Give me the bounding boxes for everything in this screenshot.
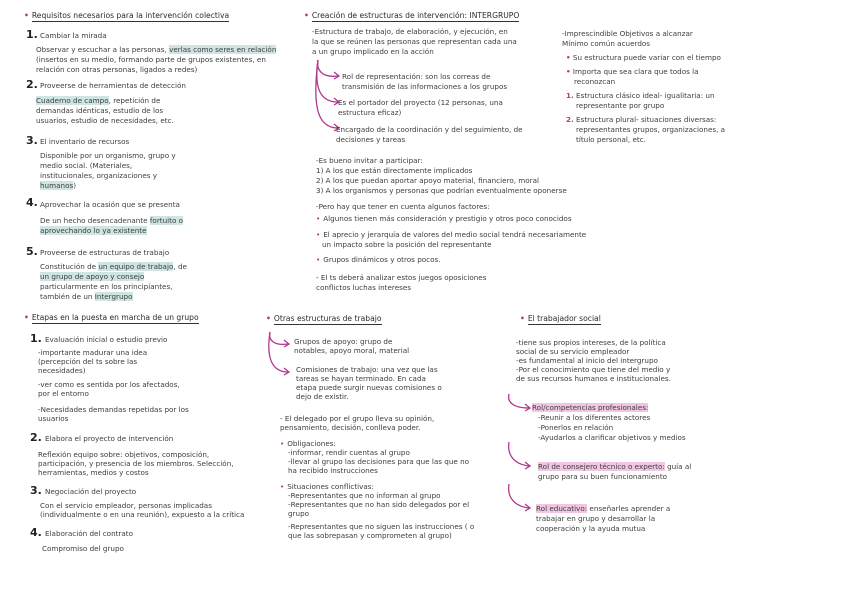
item-body: Con el servicio empleador, personas implicadas: [40, 501, 212, 510]
role-line: -Ponerlos en relación: [538, 423, 614, 432]
item-number: 4.: [30, 526, 42, 539]
item-body: humanos): [40, 181, 77, 190]
item-body: (percepción del ts sobre las: [38, 357, 138, 366]
obj-item: • Su estructura puede variar con el tiempo: [566, 53, 721, 62]
invite-line: -Es bueno invitar a participar:: [316, 156, 423, 165]
conflictivas-line: • Situaciones conflictivas:: [280, 482, 374, 491]
item-body: aprovechando lo ya existente: [40, 226, 147, 235]
item-body: un grupo de apoyo y consejo: [40, 272, 145, 281]
item-body: Compromiso del grupo: [42, 544, 124, 553]
role-line: grupo para su buen funcionamiento: [538, 472, 668, 481]
etapas-title: • Etapas en la puesta en marcha de un grupo: [24, 313, 199, 322]
item-body: usuarios, estudio de necesidades, etc.: [36, 116, 174, 125]
item-body: Cuaderno de campo, repetición de: [36, 96, 161, 105]
conflictivas-line: -Representantes que no siguen las instrucciones ( o: [288, 522, 475, 531]
ts-intro: -es fundamental al inicio del intergrupo: [516, 356, 658, 365]
item-body: -ver como es sentida por los afectados,: [38, 380, 180, 389]
factor-item: • Grupos dinámicos y otros pocos.: [316, 255, 441, 264]
delegado-line: pensamiento, decisión, conlleva poder.: [280, 423, 421, 432]
item-body: (individualmente o en una reunión), expuesto a la crítica: [40, 510, 245, 519]
closing-line: - El ts deberá analizar estos juegos oposiciones: [316, 273, 487, 282]
item-body: también de un Intergrupo: [40, 292, 133, 301]
factor-item: un impacto sobre la posición del representante: [322, 240, 492, 249]
item-body: demandas idénticas, estudio de los: [36, 106, 164, 115]
item-body: por el entorno: [38, 389, 89, 398]
branch-arrows: [266, 330, 296, 380]
trabajador-title: • El trabajador social: [520, 314, 601, 323]
item-number: 3.: [30, 484, 42, 497]
invite-line: 3) A los organismos y personas que podrían eventualmente oponerse: [316, 186, 567, 195]
role-name: Rol/competencias profesionales:: [532, 403, 649, 412]
item-body: Reflexión equipo sobre: objetivos, composición,: [38, 450, 210, 459]
closing-line: conflictos luchas intereses: [316, 283, 412, 292]
role-line: trabajar en grupo y desarrollar la: [536, 514, 656, 523]
item-body: relación con otras personas, ligados a redes): [36, 65, 198, 74]
branch-line: tareas se hayan terminado. En cada: [296, 374, 426, 383]
item-heading: Proveerse de herramientas de detección: [40, 81, 186, 90]
obligaciones-line: -informar, rendir cuentas al grupo: [288, 448, 410, 457]
item-body: -Necesidades demandas repetidas por los: [38, 405, 189, 414]
role-line: -Ayudarlos a clarificar objetivos y medios: [538, 433, 686, 442]
obj-item: • Importa que sea clara que todos la: [566, 67, 699, 76]
role-name: Rol de consejero técnico o experto: guía al: [538, 462, 692, 471]
item-heading: Evaluación inicial o estudio previo: [45, 335, 168, 344]
otras-title: • Otras estructuras de trabajo: [266, 314, 382, 323]
ts-intro: -tiene sus propios intereses, de la política: [516, 338, 666, 347]
obj-item: representante por grupo: [576, 101, 665, 110]
branch-line: etapa puede surgir nuevas comisiones o: [296, 383, 442, 392]
item-body: necesidades): [38, 366, 86, 375]
branch-line: estructura eficaz): [338, 108, 402, 117]
item-number: 1.: [26, 28, 38, 41]
invite-line: 2) A los que puedan aportar apoyo material, financiero, moral: [316, 176, 540, 185]
item-body: De un hecho desencadenante fortuito o: [40, 216, 184, 225]
objetivos-line: -Imprescindible Objetivos a alcanzar: [562, 29, 693, 38]
factor-item: • El aprecio y jerarquía de valores del medio social tendrá necesariamente: [316, 230, 587, 239]
branch-line: dejo de existir.: [296, 392, 349, 401]
objetivos-line: Mínimo común acuerdos: [562, 39, 651, 48]
intergrupo-title: • Creación de estructuras de intervención: INTERGRUPO: [304, 11, 520, 20]
conflictivas-line: grupo: [288, 509, 310, 518]
role-name: Rol educativo: enseñarles aprender a: [536, 504, 671, 513]
conflictivas-line: que las sobrepasan y comprometen al grupo): [288, 531, 452, 540]
obligaciones-line: ha recibido instrucciones: [288, 466, 378, 475]
branch-line: Rol de representación: son los correas de: [342, 72, 491, 81]
item-number: 2.: [30, 431, 42, 444]
item-number: 2.: [26, 78, 38, 91]
role-line: -Reunir a los diferentes actores: [538, 413, 651, 422]
requisitos-title: • Requisitos necesarios para la intervención colectiva: [24, 11, 230, 20]
branch-line: Encargado de la coordinación y del seguimiento, de: [336, 125, 523, 134]
branch-line: notables, apoyo moral, material: [294, 346, 410, 355]
item-heading: Elaboración del contrato: [45, 529, 134, 538]
item-body: usuarios: [38, 414, 69, 423]
item-number: 5.: [26, 245, 38, 258]
item-heading: Aprovechar la ocasión que se presenta: [40, 200, 180, 209]
branch-line: Es el portador del proyecto (12 personas, una: [338, 98, 503, 107]
obj-item: reconozcan: [574, 77, 616, 86]
intro-line: -Estructura de trabajo, de elaboración, y ejecución, en: [312, 27, 508, 36]
item-body: Constitución de un equipo de trabajo, de: [40, 262, 187, 271]
item-heading: El inventario de recursos: [40, 137, 130, 146]
obligaciones-line: -llevar al grupo las decisiones para que las que no: [288, 457, 470, 466]
item-heading: Proveerse de estructuras de trabajo: [40, 248, 170, 257]
item-number: 3.: [26, 134, 38, 147]
item-body: -importante madurar una idea: [38, 348, 148, 357]
item-body: herramientas, medios y costos: [38, 468, 149, 477]
item-body: Observar y escuchar a las personas, verlas como seres en relación: [36, 45, 277, 54]
role-line: cooperación y la ayuda mutua: [536, 524, 646, 533]
item-number: 1.: [30, 332, 42, 345]
ts-intro: social de su servicio empleador: [516, 347, 630, 356]
invite-line: 1) A los que están directamente implicados: [316, 166, 473, 175]
obj-item: 1. Estructura clásico ideal- igualitaria: un: [566, 91, 715, 100]
item-body: Disponible por un organismo, grupo y: [40, 151, 176, 160]
intro-line: a un grupo implicado en la acción: [312, 47, 434, 56]
item-heading: Negociación del proyecto: [45, 487, 137, 496]
conflictivas-line: -Representantes que no informan al grupo: [288, 491, 441, 500]
obj-item: representantes grupos, organizaciones, a: [576, 125, 726, 134]
branch-line: decisiones y tareas: [336, 135, 406, 144]
item-body: medio social. (Materiales,: [40, 161, 133, 170]
branch-line: Grupos de apoyo: grupo de: [294, 337, 393, 346]
item-body: (insertos en su medio, formando parte de grupos existentes, en: [36, 55, 266, 64]
item-heading: Cambiar la mirada: [40, 31, 107, 40]
item-heading: Elabora el proyecto de intervención: [45, 434, 174, 443]
obj-item: 2. Estructura plural- situaciones diversas:: [566, 115, 717, 124]
item-body: institucionales, organizaciones y: [40, 171, 158, 180]
factors-head: -Pero hay que tener en cuenta algunos factores:: [316, 202, 490, 211]
intro-line: la que se reúnen las personas que representan cada una: [312, 37, 517, 46]
ts-intro: -Por el conocimiento que tiene del medio y: [516, 365, 671, 374]
factor-item: • Algunos tienen más consideración y prestigio y otros poco conocidos: [316, 214, 572, 223]
item-number: 4.: [26, 196, 38, 209]
delegado-line: - El delegado por el grupo lleva su opinión,: [280, 414, 435, 423]
obligaciones-line: • Obligaciones:: [280, 439, 336, 448]
item-body: particularmente en los principiantes,: [40, 282, 173, 291]
obj-item: título personal, etc.: [576, 135, 646, 144]
item-body: participación, y presencia de los miembros. Selección,: [38, 459, 234, 468]
branch-line: transmisión de las informaciones a los grupos: [342, 82, 508, 91]
conflictivas-line: -Representantes que no han sido delegados por el: [288, 500, 470, 509]
ts-intro: de sus recursos humanos e institucionales.: [516, 374, 671, 383]
branch-line: Comisiones de trabajo: una vez que las: [296, 365, 438, 374]
